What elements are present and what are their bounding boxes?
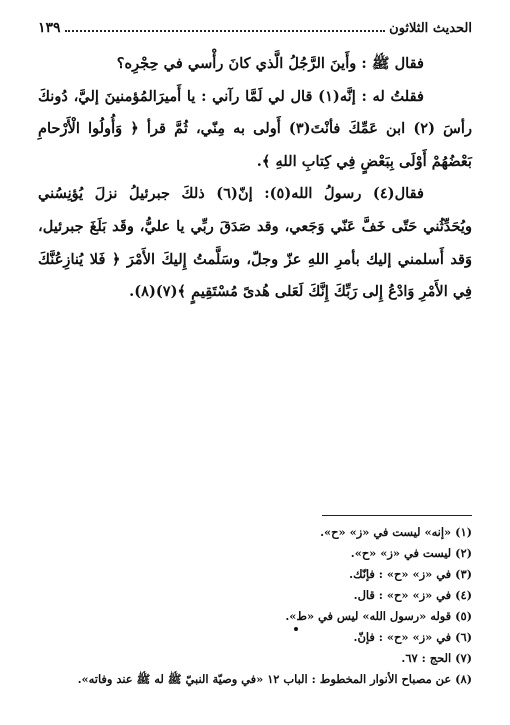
running-header (38, 14, 472, 36)
header-dot-leader (65, 30, 386, 32)
footnote-4: (٤) في «ز» «ح» : قال. (353, 588, 472, 602)
running-header-title: الحديث الثلاثون (389, 21, 472, 36)
footnote-1: (١) «إنه» ليست في «ز» «ح». (320, 525, 472, 539)
footnote-7: (٧) الحج : ٦٧. (401, 651, 472, 665)
footnote-8: (٨) عن مصباح الأنوار المخطوط : الباب ١٢ «في وصيّة النبيّ ﷺ له ﷺ عند وفاته». (77, 672, 472, 686)
page-number: ١٣٩ (38, 20, 61, 36)
footnote-5: (٥) قوله «رسول الله» ليس في «ط». (285, 609, 472, 623)
ink-speck (294, 627, 298, 631)
main-text (38, 48, 472, 309)
footnote-2: (٢) ليست في «ز» «ح». (350, 546, 472, 560)
paragraph-1: فقال ﷺ : وأَينَ الرَّجُلُ الَّذي كانَ رأْسي في حِجْرِه؟ (116, 55, 424, 72)
paragraph-3: فقال(٤) رسولُ الله(٥): إنّ(٦) ذلكَ جبرئيلُ نزلَ يُؤنِسُني ويُحَدِّثُني حَتّى خَفَّ عَنّي وَجَعي، وقد صَدَقَ ربِّي يا عليُّ، وقَد بَلَغَ جبرئيل، وَقد أَسلمني إليك بأمرِ اللهِ عزّ وجلّ، وسَلَّمتُ إِليكَ الأَمْرَ ﴿ فَلا يُنازِعُنَّكَ فِي الأَمْرِ وَادْعُ إِلى رَبِّكَ إِنَّكَ لَعَلى هُدىً مُسْتَقِيمٍ ﴾(٧)(٨). (38, 185, 472, 301)
footnote-3: (٣) في «ز» «ح» : فإنّك. (349, 567, 472, 581)
footnotes (40, 522, 472, 690)
footnote-6: (٦) في «ز» «ح» : فإنّ. (353, 630, 472, 644)
paragraph-2: فقلتُ له : إنَّه(١) قال لي لَمَّا رآني : يا أَميرَالمُؤمنينَ إليَّ، دُونكَ رأسَ (٢) ابن عَمِّكَ فأنْتَ(٣) أَولى به مِنّي، ثُمَّ قرأ ﴿ وَأُولُوا الْأَرْحامِ بَعْضُهُمْ أَوْلَى بِبَعْضٍ فِي كِتابِ اللهِ ﴾. (38, 87, 472, 170)
footnote-separator (322, 515, 472, 516)
